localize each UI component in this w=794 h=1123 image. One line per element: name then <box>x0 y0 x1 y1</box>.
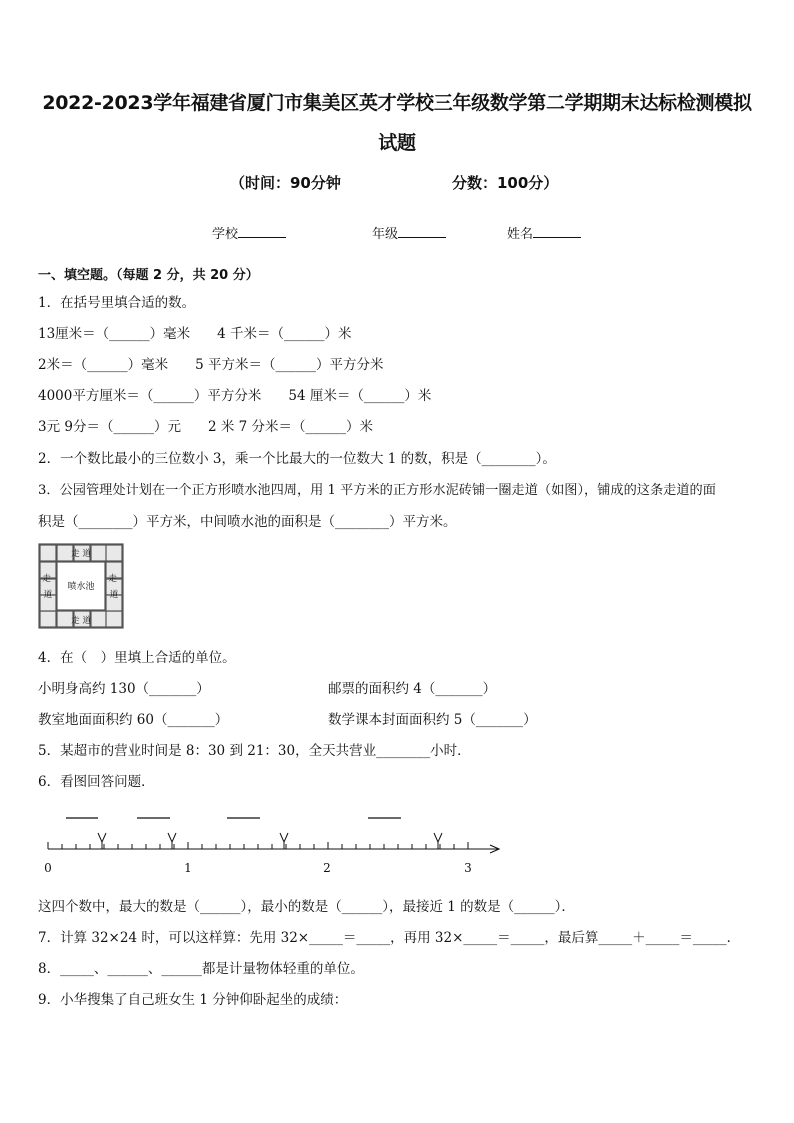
marker-arrow-icon <box>280 833 288 849</box>
marker-arrow-icon <box>434 833 442 849</box>
exam-score: 分数：100分） <box>452 174 559 192</box>
axis-tick-label: 3 <box>464 861 472 875</box>
q2-text: 2．一个数比最小的三位数小 3，乘一个比最大的一位数大 1 的数，积是（________）。 <box>38 451 556 467</box>
grade-label: 年级 <box>372 227 399 242</box>
school-field[interactable] <box>212 223 286 242</box>
q1-stem: 1．在括号里填合适的数。 <box>38 295 196 311</box>
q4-item: 邮票的面积约 4（_______） <box>328 681 497 697</box>
q6-stem: 6．看图回答问题． <box>38 774 155 790</box>
school-label: 学校 <box>212 227 239 242</box>
q9-text: 9．小华搜集了自己班女生 1 分钟仰卧起坐的成绩： <box>38 992 348 1008</box>
marker-arrow-icon <box>168 833 176 849</box>
walkway-figure <box>38 543 124 629</box>
section-heading: 一、填空题。（每题 2 分，共 20 分） <box>38 268 259 283</box>
q4-item: 教室地面面积约 60（_______） <box>38 712 229 728</box>
fountain-label: 喷水池 <box>67 582 95 592</box>
walkway-right-char2: 道 <box>109 590 119 600</box>
walkway-right-char1: 走 <box>108 574 117 584</box>
grade-field[interactable] <box>372 223 446 242</box>
q8-text: 8．_____、______、______都是计量物体轻重的单位。 <box>38 961 364 977</box>
walkway-left-char1: 走 <box>42 574 51 584</box>
name-blank[interactable] <box>533 225 581 238</box>
walkway-top-label: 走 道 <box>71 549 91 559</box>
number-line <box>38 800 508 882</box>
page-title-continued: 试题 <box>378 132 416 154</box>
marker-arrow-icon <box>98 833 106 849</box>
axis-tick-label: 1 <box>184 861 192 875</box>
school-blank[interactable] <box>238 225 286 238</box>
q4-item: 数学课本封面面积约 5（_______） <box>328 712 537 728</box>
axis-tick-label: 0 <box>44 861 52 875</box>
q7-text: 7．计算 32×24 时，可以这样算：先用 32×_____＝_____，再用 32×_____＝_____，最后算_____＋_____＝_____． <box>38 930 741 946</box>
q1-row: 3元 9分＝（______）元 2 米 7 分米＝（______）米 <box>38 419 374 435</box>
q4-item: 小明身高约 130（_______） <box>38 681 210 697</box>
walkway-left-char2: 道 <box>43 590 53 600</box>
q3-line2: 积是（________）平方米，中间喷水池的面积是（________）平方米。 <box>38 514 457 530</box>
q3-line1: 3．公园管理处计划在一个正方形喷水池四周，用 1 平方米的正方形水泥砖铺一圈走道（如图），铺成的这条走道的面 <box>38 483 716 498</box>
axis-tick-label: 2 <box>323 861 331 875</box>
q5-text: 5．某超市的营业时间是 8：30 到 21：30，全天共营业________小时． <box>38 743 471 759</box>
q1-row: 2米＝（______）毫米 5 平方米＝（______）平方分米 <box>38 357 384 373</box>
walkway-bottom-label: 走 道 <box>71 616 91 626</box>
exam-time: （时间：90分钟 <box>230 174 341 192</box>
q1-row: 13厘米＝（______）毫米 4 千米＝（______）米 <box>38 326 352 342</box>
q4-stem: 4．在（ ）里填上合适的单位。 <box>38 650 236 666</box>
q1-row: 4000平方厘米＝（______）平方分米 54 厘米＝（______）米 <box>38 388 432 404</box>
name-label: 姓名 <box>507 227 534 242</box>
q6-answer: 这四个数中，最大的数是（______），最小的数是（______），最接近 1 的数是（______）． <box>38 899 575 915</box>
page-title: 2022-2023学年福建省厦门市集美区英才学校三年级数学第二学期期末达标检测模拟 <box>42 92 752 114</box>
grade-blank[interactable] <box>398 225 446 238</box>
name-field[interactable] <box>507 223 581 242</box>
